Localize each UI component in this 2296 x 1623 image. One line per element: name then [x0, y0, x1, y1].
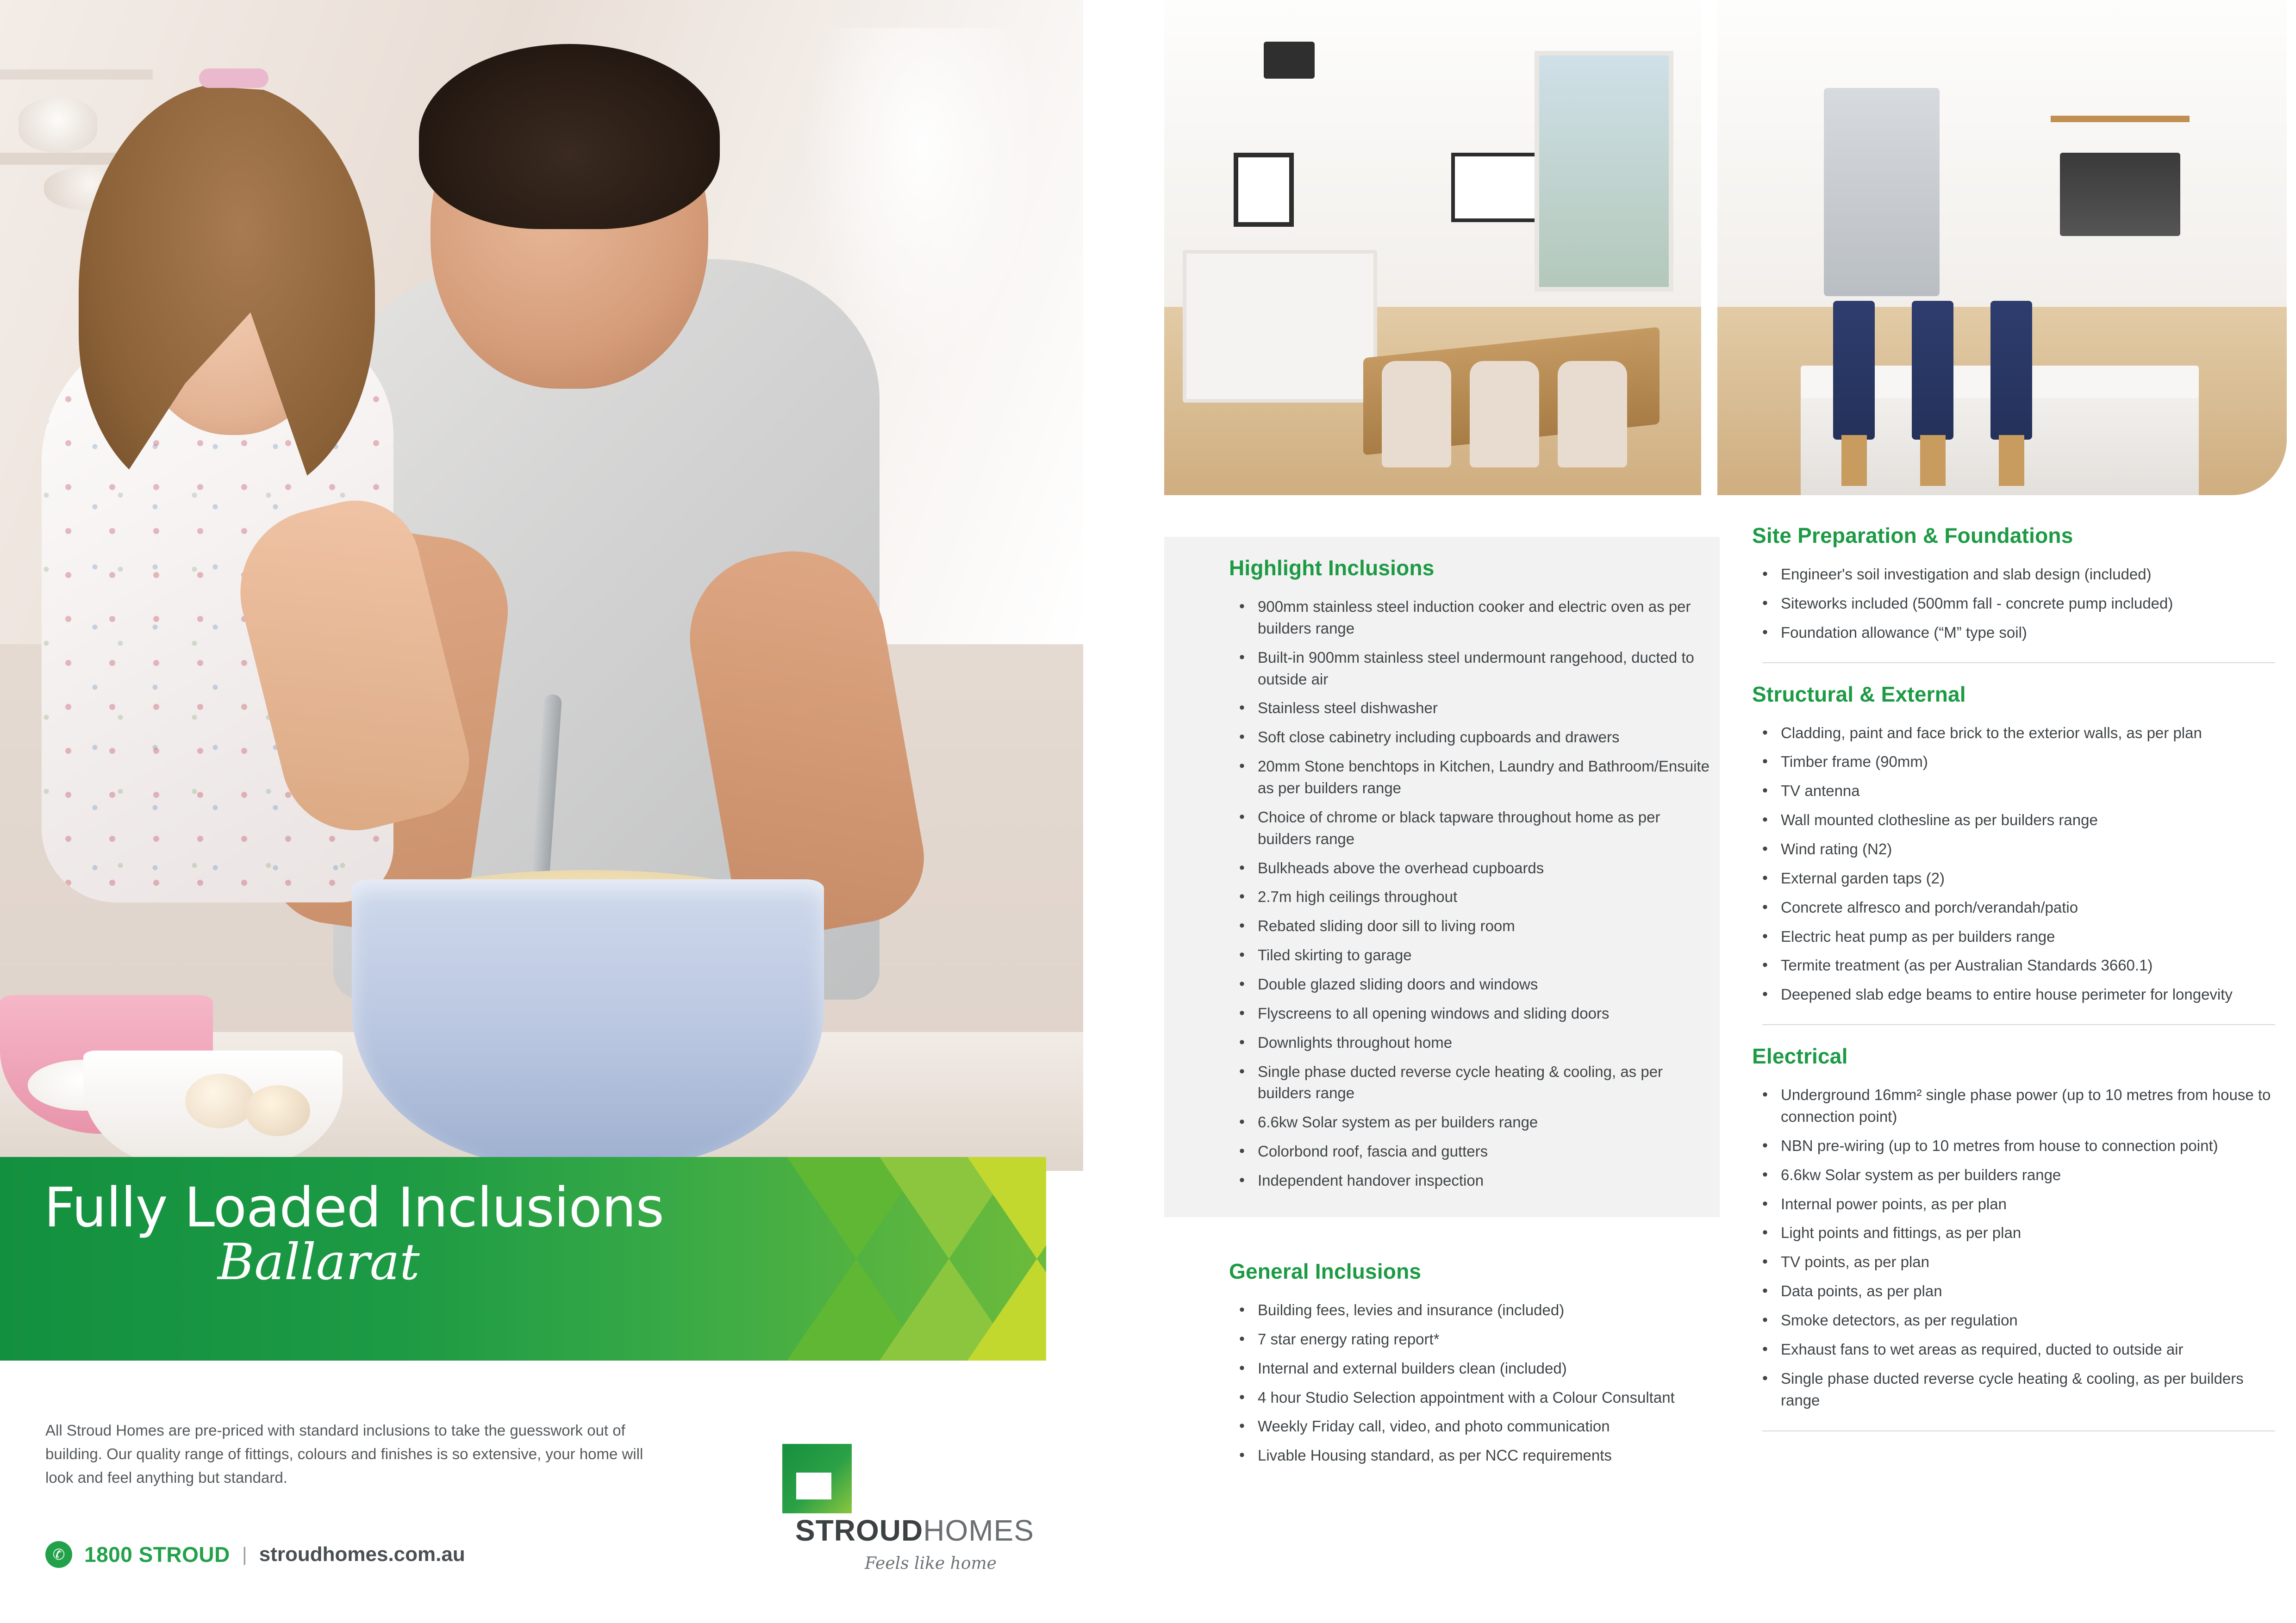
kitchen-bar-stool-1 [1833, 301, 1875, 440]
logo-name-bold: STROUD [795, 1514, 923, 1547]
kitchen-fridge [1824, 88, 1940, 296]
stroud-homes-logo [782, 1444, 1097, 1573]
highlight-inclusions-title: Highlight Inclusions [1229, 556, 1435, 580]
hero-photo-family-baking [0, 0, 1083, 1171]
list-item: • Internal and external builders clean (included) [1229, 1358, 1720, 1380]
list-item: • Double glazed sliding doors and windows [1229, 974, 1710, 995]
list-item: • Flyscreens to all opening windows and sliding doors [1229, 1003, 1710, 1025]
kitchen-timber-shelf [2051, 116, 2190, 122]
list-item: • Underground 16mm² single phase power (up to 10 metres from house to connection point) [1752, 1084, 2275, 1128]
list-item: • TV antenna [1752, 780, 2275, 802]
list-item: • Exhaust fans to wet areas as required, ducted to outside air [1752, 1339, 2275, 1361]
highlight-inclusions-section [1229, 555, 1710, 1199]
electrical-title: Electrical [1752, 1044, 1848, 1069]
dining-artwork-left [1234, 153, 1294, 227]
photo-dining-room [1164, 0, 1701, 495]
photo-shelf-upper [0, 69, 153, 80]
list-item: • Single phase ducted reverse cycle heating & cooling, as per builders range [1229, 1061, 1710, 1105]
site-preparation-list [1752, 564, 2275, 644]
general-inclusions-title: General Inclusions [1229, 1259, 1422, 1283]
list-item: • Building fees, levies and insurance (included) [1229, 1300, 1720, 1321]
disclaimer-text: All Stroud Homes are pre-priced with standard inclusions to take the guesswork out of building. Our quality range of fittings, colours and finishes is so extensive, your home will look and feel anything but standard. [45, 1422, 643, 1486]
list-item: • Rebated sliding door sill to living room [1229, 915, 1710, 937]
list-item: • Weekly Friday call, video, and photo communication [1229, 1416, 1720, 1437]
logo-mark-icon [782, 1444, 852, 1513]
photo-egg-two [245, 1085, 310, 1136]
structural-external-title: Structural & External [1752, 682, 1966, 706]
list-item: • Independent handover inspection [1229, 1170, 1710, 1192]
list-item: • Internal power points, as per plan [1752, 1194, 2275, 1215]
list-item: • Built-in 900mm stainless steel undermount rangehood, ducted to outside air [1229, 647, 1710, 690]
photo-kitchen [1717, 0, 2287, 495]
divider [1762, 1430, 2275, 1431]
contact-website-link[interactable]: stroudhomes.com.au [259, 1543, 465, 1566]
kitchen-bar-stool-2 [1912, 301, 1953, 440]
kitchen-oven [2060, 153, 2180, 236]
kitchen-bar-stool-3 [1990, 301, 2032, 440]
dining-pendant-light [1264, 42, 1315, 79]
list-item: • Engineer's soil investigation and slab design (included) [1752, 564, 2275, 585]
dining-island-bench [1183, 250, 1377, 403]
list-item: • 7 star energy rating report* [1229, 1329, 1720, 1350]
list-item: • Data points, as per plan [1752, 1281, 2275, 1302]
kitchen-wall [1717, 0, 2287, 307]
list-item: • Tiled skirting to garage [1229, 945, 1710, 966]
photo-father-hair [419, 44, 720, 229]
list-item: • 900mm stainless steel induction cooker and electric oven as per builders range [1229, 596, 1710, 640]
list-item: • Livable Housing standard, as per NCC requirements [1229, 1445, 1720, 1467]
contact-divider: | [242, 1543, 247, 1565]
divider [1762, 1024, 2275, 1025]
list-item: • External garden taps (2) [1752, 868, 2275, 889]
photo-mixing-bowl [352, 879, 824, 1166]
general-inclusions-section [1229, 1259, 1720, 1474]
page-title: Fully Loaded Inclusions [44, 1175, 664, 1239]
phone-icon: ✆ [45, 1541, 72, 1568]
list-item: • NBN pre-wiring (up to 10 metres from house to connection point) [1752, 1135, 2275, 1157]
electrical-list [1752, 1084, 2275, 1411]
list-item: • Colorbond roof, fascia and gutters [1229, 1141, 1710, 1163]
list-item: • Soft close cabinetry including cupboards and drawers [1229, 727, 1710, 748]
list-item: • Wall mounted clothesline as per builders range [1752, 809, 2275, 831]
dining-chair-3 [1558, 361, 1627, 467]
dining-chair-2 [1470, 361, 1539, 467]
logo-wordmark [795, 1513, 1034, 1548]
contact-phone-number[interactable]: 1800 STROUD [84, 1542, 230, 1567]
list-item: • Deepened slab edge beams to entire house perimeter for longevity [1752, 984, 2275, 1006]
site-preparation-title: Site Preparation & Foundations [1752, 523, 2073, 547]
photo-plate-upper [19, 97, 97, 153]
page-subtitle-region: Ballarat [218, 1233, 420, 1291]
photo-girl-hair-tie [199, 68, 268, 88]
list-item: • Cladding, paint and face brick to the exterior walls, as per plan [1752, 722, 2275, 744]
dining-chair-1 [1382, 361, 1451, 467]
list-item: • Timber frame (90mm) [1752, 751, 2275, 773]
logo-tagline: Feels like home [865, 1554, 997, 1573]
right-column-sections [1752, 523, 2275, 1450]
dining-sliding-door [1535, 51, 1673, 292]
logo-name-light: HOMES [923, 1514, 1034, 1547]
list-item: • Stainless steel dishwasher [1229, 697, 1710, 719]
list-item: • Bulkheads above the overhead cupboards [1229, 858, 1710, 879]
list-item: • Light points and fittings, as per plan [1752, 1222, 2275, 1244]
list-item: • 4 hour Studio Selection appointment with a Colour Consultant [1229, 1387, 1720, 1409]
list-item: • 6.6kw Solar system as per builders range [1229, 1112, 1710, 1133]
list-item: • 6.6kw Solar system as per builders range [1752, 1164, 2275, 1186]
list-item: • Termite treatment (as per Australian Standards 3660.1) [1752, 955, 2275, 976]
list-item: • Foundation allowance (“M” type soil) [1752, 622, 2275, 644]
general-inclusions-list [1229, 1300, 1720, 1467]
list-item: • 2.7m high ceilings throughout [1229, 886, 1710, 908]
structural-external-list [1752, 722, 2275, 1006]
list-item: • Electric heat pump as per builders range [1752, 926, 2275, 948]
list-item: • Single phase ducted reverse cycle heating & cooling, as per builders range [1752, 1368, 2275, 1412]
list-item: • Wind rating (N2) [1752, 839, 2275, 860]
list-item: • TV points, as per plan [1752, 1251, 2275, 1273]
left-column [0, 0, 1083, 1623]
list-item: • Siteworks included (500mm fall - concrete pump included) [1752, 593, 2275, 615]
list-item: • Downlights throughout home [1229, 1032, 1710, 1054]
list-item: • Smoke detectors, as per regulation [1752, 1310, 2275, 1331]
highlight-inclusions-list [1229, 596, 1710, 1192]
list-item: • 20mm Stone benchtops in Kitchen, Laundry and Bathroom/Ensuite as per builders range [1229, 756, 1710, 799]
photo-egg-one [185, 1074, 255, 1128]
contact-row [45, 1541, 465, 1568]
list-item: • Choice of chrome or black tapware throughout home as per builders range [1229, 807, 1710, 850]
list-item: • Concrete alfresco and porch/verandah/patio [1752, 897, 2275, 919]
divider [1762, 662, 2275, 663]
